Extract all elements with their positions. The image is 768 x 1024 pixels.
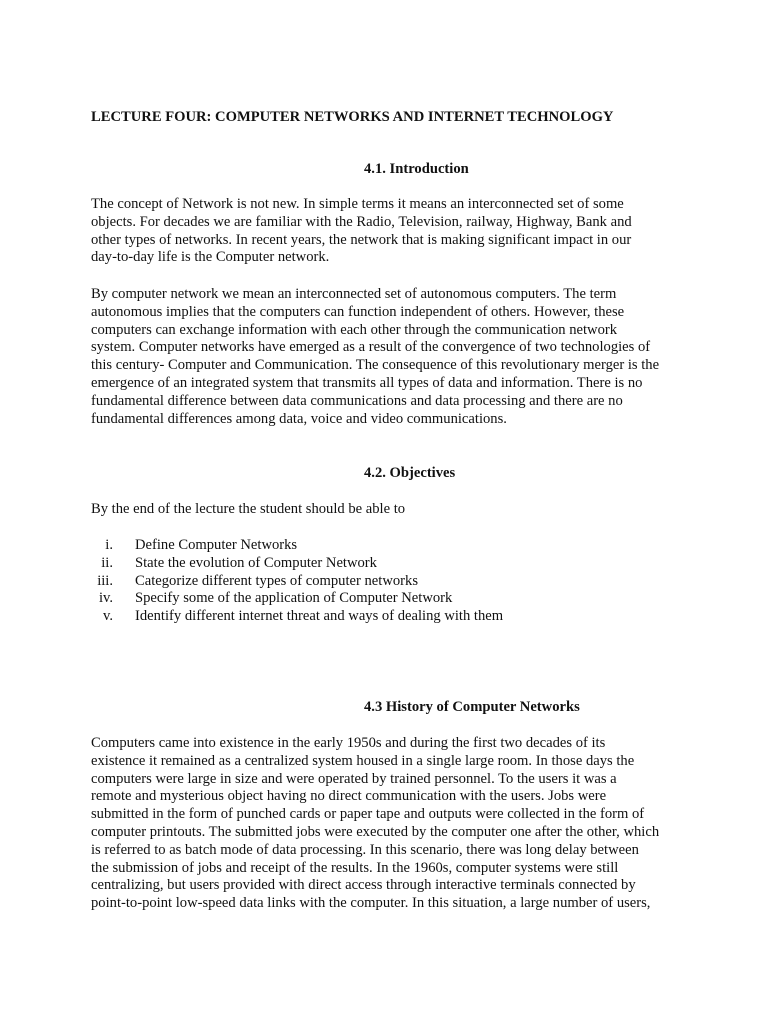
list-item xyxy=(91,590,691,608)
list-item-text: Define Computer Networks xyxy=(135,537,298,553)
paragraph-line: other types of networks. In recent years, the network that is making significant impact in our xyxy=(91,231,632,248)
paragraph-line: system. Computer networks have emerged as a result of the convergence of two technologies of xyxy=(91,339,651,356)
list-item xyxy=(91,573,691,591)
paragraph-line: remote and mysterious object having no direct communication with the users. Jobs were xyxy=(91,788,607,805)
history-paragraph xyxy=(91,735,691,913)
list-item-text: Categorize different types of computer networks xyxy=(135,572,418,589)
paragraph-line: computers were large in size and were operated by trained personnel. To the users it was a xyxy=(91,770,617,787)
paragraph-line: The concept of Network is not new. In simple terms it means an interconnected set of some xyxy=(91,196,624,212)
objectives-list xyxy=(91,537,691,626)
list-item-text: State the evolution of Computer Network xyxy=(135,554,377,571)
paragraph-line: existence it remained as a centralized system housed in a single large room. In those days the xyxy=(91,752,635,769)
paragraph-line: objects. For decades we are familiar with the Radio, Television, railway, Highway, Bank and xyxy=(91,213,632,230)
paragraph-line: this century- Computer and Communication. The consequence of this revolutionary merger is the xyxy=(91,357,660,374)
paragraph-line: day-to-day life is the Computer network. xyxy=(91,249,330,266)
paragraph-line: centralizing, but users provided with direct access through interactive terminals connected by xyxy=(91,877,636,894)
paragraph-line: computer printouts. The submitted jobs were executed by the computer one after the other, which xyxy=(91,823,660,840)
paragraph-line: is referred to as batch mode of data processing. In this scenario, there was long delay between xyxy=(91,841,639,858)
list-item-text: Specify some of the application of Computer Network xyxy=(135,590,453,607)
paragraph-line: point-to-point low-speed data links with the computer. In this situation, a large number of users, xyxy=(91,895,651,912)
list-item xyxy=(91,608,691,626)
paragraph-line: By the end of the lecture the student should be able to xyxy=(91,501,406,517)
paragraph-line: submitted in the form of punched cards or paper tape and outputs were collected in the form of xyxy=(91,806,645,823)
list-item xyxy=(91,555,691,573)
list-item-number: iv. xyxy=(98,590,113,607)
list-item-number: iii. xyxy=(97,572,113,589)
section-heading-history: 4.3 History of Computer Networks xyxy=(364,699,580,715)
section-heading-objectives: 4.2. Objectives xyxy=(364,465,456,481)
paragraph-line: computers can exchange information with each other through the communication network xyxy=(91,321,618,338)
introduction-paragraph-1 xyxy=(91,196,691,267)
paragraph-line: emergence of an integrated system that transmits all types of data and information. There is no xyxy=(91,374,643,391)
paragraph-line: fundamental difference between data communications and data processing and there are no xyxy=(91,392,623,409)
list-item-text: Identify different internet threat and ways of dealing with them xyxy=(135,608,504,625)
document-title: LECTURE FOUR: COMPUTER NETWORKS AND INTERNET TECHNOLOGY xyxy=(91,109,614,125)
paragraph-line: the submission of jobs and receipt of the results. In the 1960s, computer systems were still xyxy=(91,859,619,876)
list-item-number: i. xyxy=(105,537,113,553)
paragraph-line: fundamental differences among data, voice and video communications. xyxy=(91,410,507,427)
objectives-intro xyxy=(91,501,691,519)
introduction-paragraph-2 xyxy=(91,286,691,428)
list-item xyxy=(91,537,691,555)
paragraph-line: By computer network we mean an interconnected set of autonomous computers. The term xyxy=(91,286,617,302)
paragraph-line: autonomous implies that the computers can function independent of others. However, these xyxy=(91,303,625,320)
list-item-number: ii. xyxy=(101,554,113,571)
paragraph-line: Computers came into existence in the early 1950s and during the first two decades of its xyxy=(91,735,606,751)
list-item-number: v. xyxy=(103,608,113,625)
section-heading-introduction: 4.1. Introduction xyxy=(364,161,469,177)
